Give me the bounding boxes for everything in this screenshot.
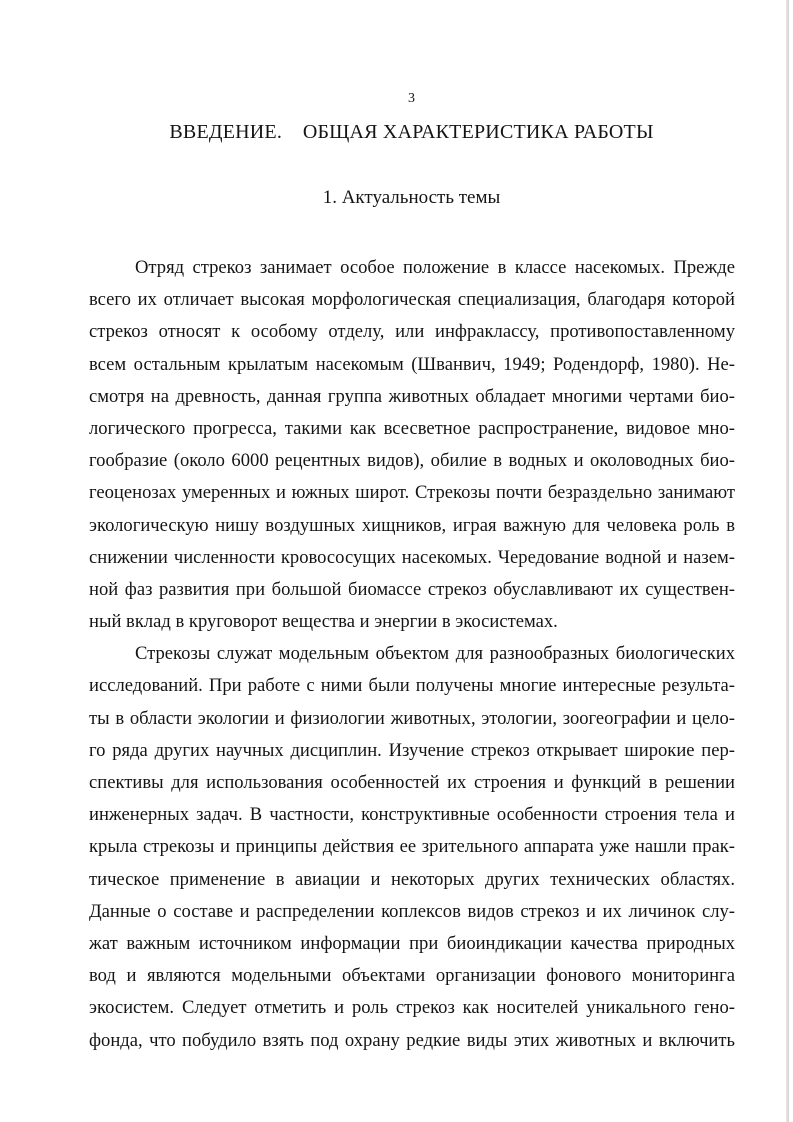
text-line: снижении численности кровососущих насекомых. Чередование водной и назем- — [89, 546, 735, 568]
text-line: фонда, что побудило взять под охрану редкие виды этих животных и включить — [89, 1029, 735, 1051]
text-line: жат важным источником информации при биоиндикации качества природных — [89, 932, 735, 954]
text-line: экологическую нишу воздушных хищников, играя важную для человека роль в — [89, 514, 735, 536]
text-line: стрекоз относят к особому отделу, или инфраклассу, противопоставленному — [89, 321, 735, 343]
text-line: ты в области экологии и физиологии животных, этологии, зоогеографии и цело- — [89, 707, 735, 729]
text-line: вод и являются модельными объектами организации фонового мониторинга — [89, 965, 735, 987]
text-line: логического прогресса, такими как всесветное распространение, видовое мно- — [89, 417, 735, 439]
chapter-title: ВВЕДЕНИЕ. ОБЩАЯ ХАРАКТЕРИСТИКА РАБОТЫ — [169, 121, 654, 143]
text-line: Стрекозы служат модельным объектом для разнообразных биологических — [135, 643, 735, 665]
text-line: го ряда других научных дисциплин. Изучение стрекоз открывает широкие пер- — [89, 739, 735, 761]
text-line: Отряд стрекоз занимает особое положение в классе насекомых. Прежде — [135, 257, 735, 278]
text-line: смотря на древность, данная группа животных обладает многими чертами био- — [89, 385, 735, 407]
text-line: всем остальным крылатым насекомым (Шванвич, 1949; Родендорф, 1980). Не- — [89, 353, 735, 375]
text-line: ной фаз развития при большой биомассе стрекоз обуславливают их существен- — [89, 578, 735, 600]
text-line: исследований. При работе с ними были получены многие интересные результа- — [89, 675, 735, 697]
page-number: 3 — [408, 91, 415, 106]
paragraph — [89, 642, 735, 1060]
text-line: Данные о составе и распределении коплексов видов стрекоз и их личинок слу- — [89, 900, 735, 922]
text-line: инженерных задач. В частности, конструктивные особенности строения тела и — [89, 804, 735, 826]
scan-edge-shadow — [786, 0, 789, 1122]
text-line: геоценозах умеренных и южных широт. Стрекозы почти безраздельно занимают — [89, 482, 735, 504]
paragraph — [89, 256, 735, 642]
text-line: тическое применение в авиации и некоторых других технических областях. — [89, 868, 735, 890]
text-line: гообразие (около 6000 рецентных видов), обилие в водных и околоводных био- — [89, 450, 735, 472]
body-text — [89, 256, 735, 1061]
section-title: 1. Актуальность темы — [322, 187, 501, 208]
text-line: спективы для использования особенностей их строения и функций в решении — [89, 772, 735, 793]
text-line: всего их отличает высокая морфологическая специализация, благодаря которой — [89, 289, 735, 311]
text-line: ный вклад в круговорот вещества и энергии в экосистемах. — [89, 611, 558, 633]
text-line: крыла стрекозы и принципы действия ее зрительного аппарата уже нашли прак- — [89, 836, 735, 858]
text-line: экосистем. Следует отметить и роль стрекоз как носителей уникального гено- — [89, 997, 735, 1019]
